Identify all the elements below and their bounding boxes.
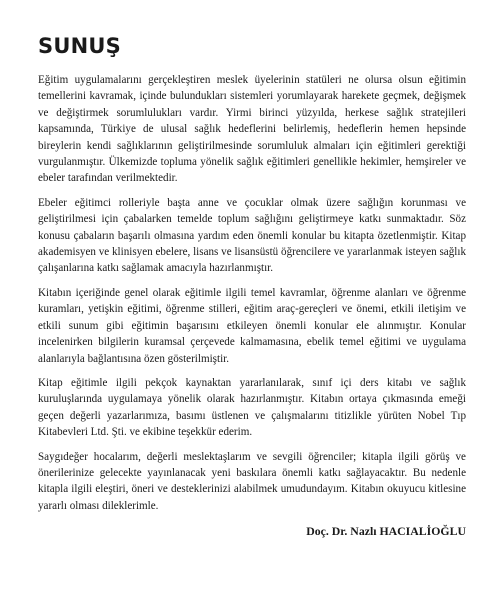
paragraph-5: Saygıdeğer hocalarım, değerli meslektaşlarım ve sevgili öğrenciler; kitapla ilgili görüş ve önerilerinize gelecekte yayınlanacak yeni baskılara önemli katkı sağlayacaktır. Bu nedenle kitapla ilgili eleştiri, öneri ve desteklerinizi alabilmek umudundayım. Kitabın okuyucu kitlesine yararlı olması dileklerimle. <box>38 450 466 512</box>
author-signature: Doç. Dr. Nazlı HACIALİOĞLU <box>306 524 466 539</box>
preface-page <box>38 34 466 539</box>
paragraph-4: Kitap eğitimle ilgili pekçok kaynaktan yararlanılarak, sınıf içi ders kitabı ve sağlık kuruluşlarında uygulamaya yönelik olarak hazırlanmıştır. Kitabın ortaya çıkmasında emeği geçen değerli yazarlarımıza, basımı üstlenen ve çalışmalarını titizlikle yürüten Nobel Tıp Kitabevleri Ltd. Şti. ve ekibine teşekkür ederim. <box>38 376 466 439</box>
paragraph-1: Eğitim uygulamalarını gerçekleştiren meslek üyelerinin statüleri ne olursa olsun eğitimin temellerini kavramak, içinde bulundukları sistemleri yorumlayarak harekete geçmek, değişmek ve değiştirmek sorumlulukları vardır. Yirmi birinci yüzyılda, herkese sağlık stratejileri kapsamında, Türkiye de ulusal sağlık hedeflerini belirlemiş, hedeflerin hemen hepsinde bireylerin kendi sağlıklarının geliştirilmesinde sorumluluk almaları için eğitimleri gerektiği vurgulanmıştır. Ülkemizde topluma yönelik sağlık eğitimleri genellikle hekimler, hemşireler ve ebeler tarafından verilmektedir. <box>38 74 466 185</box>
page-title: SUNUŞ <box>38 34 121 58</box>
paragraph-2: Ebeler eğitimci rolleriyle başta anne ve çocuklar olmak üzere sağlığın korunması ve geliştirilmesi için çabalarken temelde toplum sağlığını geliştirmeye katkı sunmaktadır. Söz konusu çabaların başarılı olmasına yardım eden önemli konular bu kitapta özetlenmiştir. Kitap akademisyen ve klinisyen ebelere, lisans ve lisansüstü öğrencilere ve yararlanmak isteyen sağlık çalışanlarına katkı sağlamak amacıyla hazırlanmıştır. <box>38 196 466 275</box>
paragraph-3: Kitabın içeriğinde genel olarak eğitimle ilgili temel kavramlar, öğrenme alanları ve öğrenme kuramları, yetişkin eğitimi, öğrenme stilleri, eğitim araç-gereçleri ve önemi, etkili iletişim ve etkili sunum gibi eğitimin başarısını etkileyen önemli konular ele alınmıştır. Konular incelenirken bilgilerin kuramsal çerçevede kalmamasına, ebelik temel eğitimi ve uygulama alanlarıyla bağlantısına özen gösterilmiştir. <box>38 286 466 365</box>
